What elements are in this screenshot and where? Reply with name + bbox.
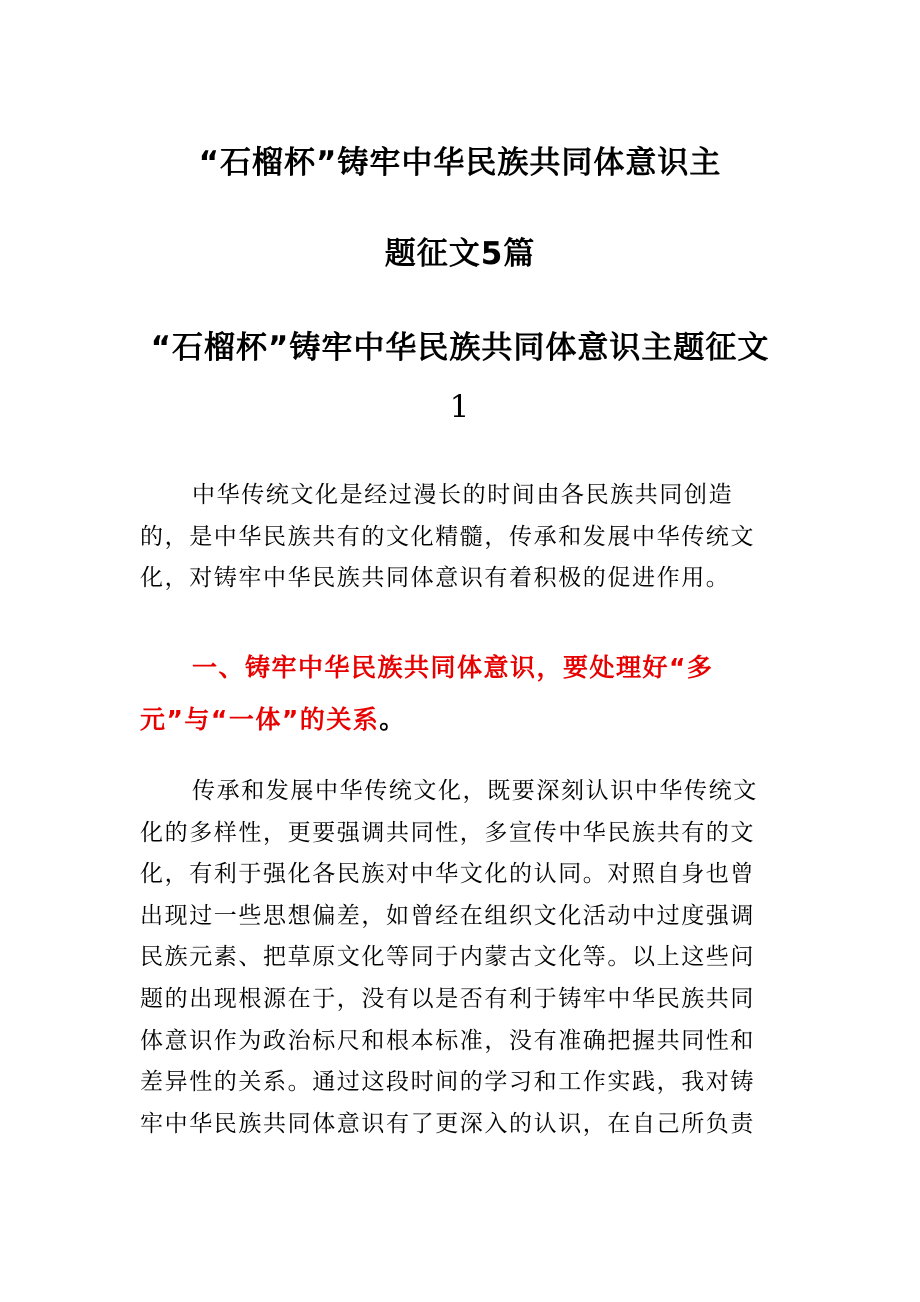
body-paragraph-1 [140, 771, 780, 1145]
section-heading-period: 。 [379, 705, 406, 734]
intro-paragraph [140, 475, 780, 600]
section-heading-line: 一、铸牢中华民族共同体意识，要处理好“多 [192, 653, 714, 682]
paragraph-line: 牢中华民族共同体意识有了更深入的认识，在自己所负责 [140, 1110, 755, 1137]
document-title-line-1: “石榴杯”铸牢中华民族共同体意识主 [198, 145, 722, 181]
article-title-line-1: “石榴杯”铸牢中华民族共同体意识主题征文 [150, 330, 770, 366]
paragraph-line: 化的多样性，更要强调共同性，多宣传中华民族共有的文 [140, 819, 755, 846]
paragraph-line: 的，是中华民族共有的文化精髓，传承和发展中华传统文 [140, 523, 755, 550]
paragraph-line: 传承和发展中华传统文化，既要深刻认识中华传统文 [192, 778, 758, 804]
paragraph-line: 化，对铸牢中华民族共同体意识有着积极的促进作用。 [140, 565, 731, 592]
paragraph-line: 出现过一些思想偏差，如曾经在组织文化活动中过度强调 [140, 902, 755, 929]
paragraph-line: 民族元素、把草原文化等同于内蒙古文化等。以上这些问 [140, 944, 755, 971]
section-heading-1 [140, 642, 780, 746]
paragraph-line: 化，有利于强化各民族对中华文化的认同。对照自身也曾 [140, 861, 755, 888]
section-heading-red-text: 元”与“一体”的关系 [140, 705, 380, 734]
paragraph-line: 体意识作为政治标尺和根本标准，没有准确把握共同性和 [140, 1027, 755, 1054]
section-heading-line-2 [140, 694, 780, 746]
article-title-number: 1 [449, 389, 471, 425]
paragraph-line: 差异性的关系。通过这段时间的学习和工作实践，我对铸 [140, 1069, 755, 1096]
document-title-line-2: 题征文5篇 [384, 236, 536, 272]
paragraph-line: 中华传统文化是经过漫长的时间由各民族共同创造 [192, 482, 734, 508]
paragraph-line: 题的出现根源在于，没有以是否有利于铸牢中华民族共同 [140, 985, 755, 1012]
